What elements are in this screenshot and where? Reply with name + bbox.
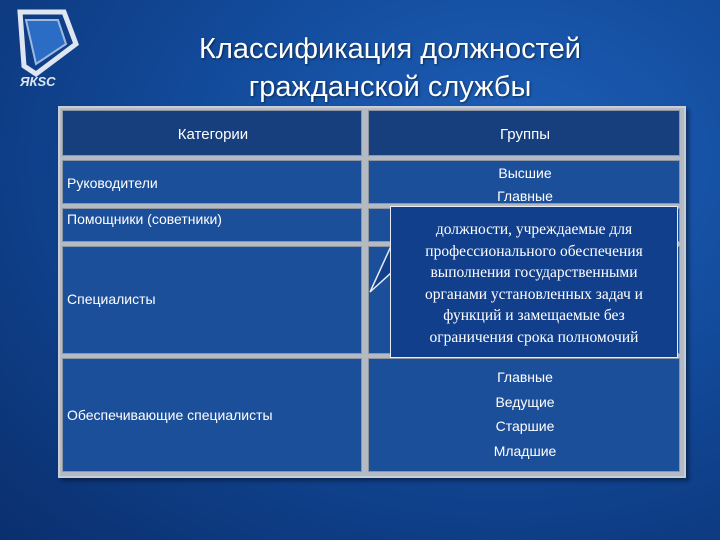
- category-row: [62, 160, 362, 204]
- category-label: Руководители: [67, 175, 158, 191]
- category-label: Помощники (советники): [67, 211, 222, 227]
- logo-text: ЯКSС: [20, 74, 56, 89]
- callout-line: органами установленных задач и: [425, 285, 643, 303]
- group-cell: [368, 160, 680, 204]
- title-line-1: Классификация должностей: [199, 33, 581, 65]
- category-row: [62, 246, 362, 354]
- header-categories: [62, 110, 362, 156]
- group-cell: [368, 358, 680, 472]
- group-label: Младшие: [493, 443, 557, 459]
- callout-line: выполнения государственными: [430, 264, 638, 281]
- header-groups: [368, 110, 680, 156]
- callout-line: ограничения срока полномочий: [429, 328, 639, 346]
- group-label: Главные: [497, 188, 553, 204]
- header-categories-label: Категории: [177, 126, 249, 143]
- header-groups-label: Группы: [500, 126, 550, 143]
- callout-line: профессионального обеспечения: [425, 242, 643, 260]
- callout-line: функций и замещаемые без: [443, 307, 625, 324]
- callout-line: должности, учреждаемые для: [435, 221, 633, 238]
- category-row: [62, 358, 362, 472]
- definition-callout: [390, 206, 678, 358]
- category-label: Специалисты: [67, 291, 156, 307]
- title-line-2: гражданской службы: [248, 71, 532, 103]
- category-label: Обеспечивающие специалисты: [67, 407, 273, 423]
- group-label: Высшие: [498, 165, 552, 181]
- category-row: [62, 208, 362, 242]
- group-label: Ведущие: [495, 394, 555, 410]
- group-label: Главные: [497, 369, 553, 385]
- page-title: [120, 30, 660, 106]
- logo-emblem-icon: [6, 4, 82, 94]
- group-label: Старшие: [495, 418, 555, 434]
